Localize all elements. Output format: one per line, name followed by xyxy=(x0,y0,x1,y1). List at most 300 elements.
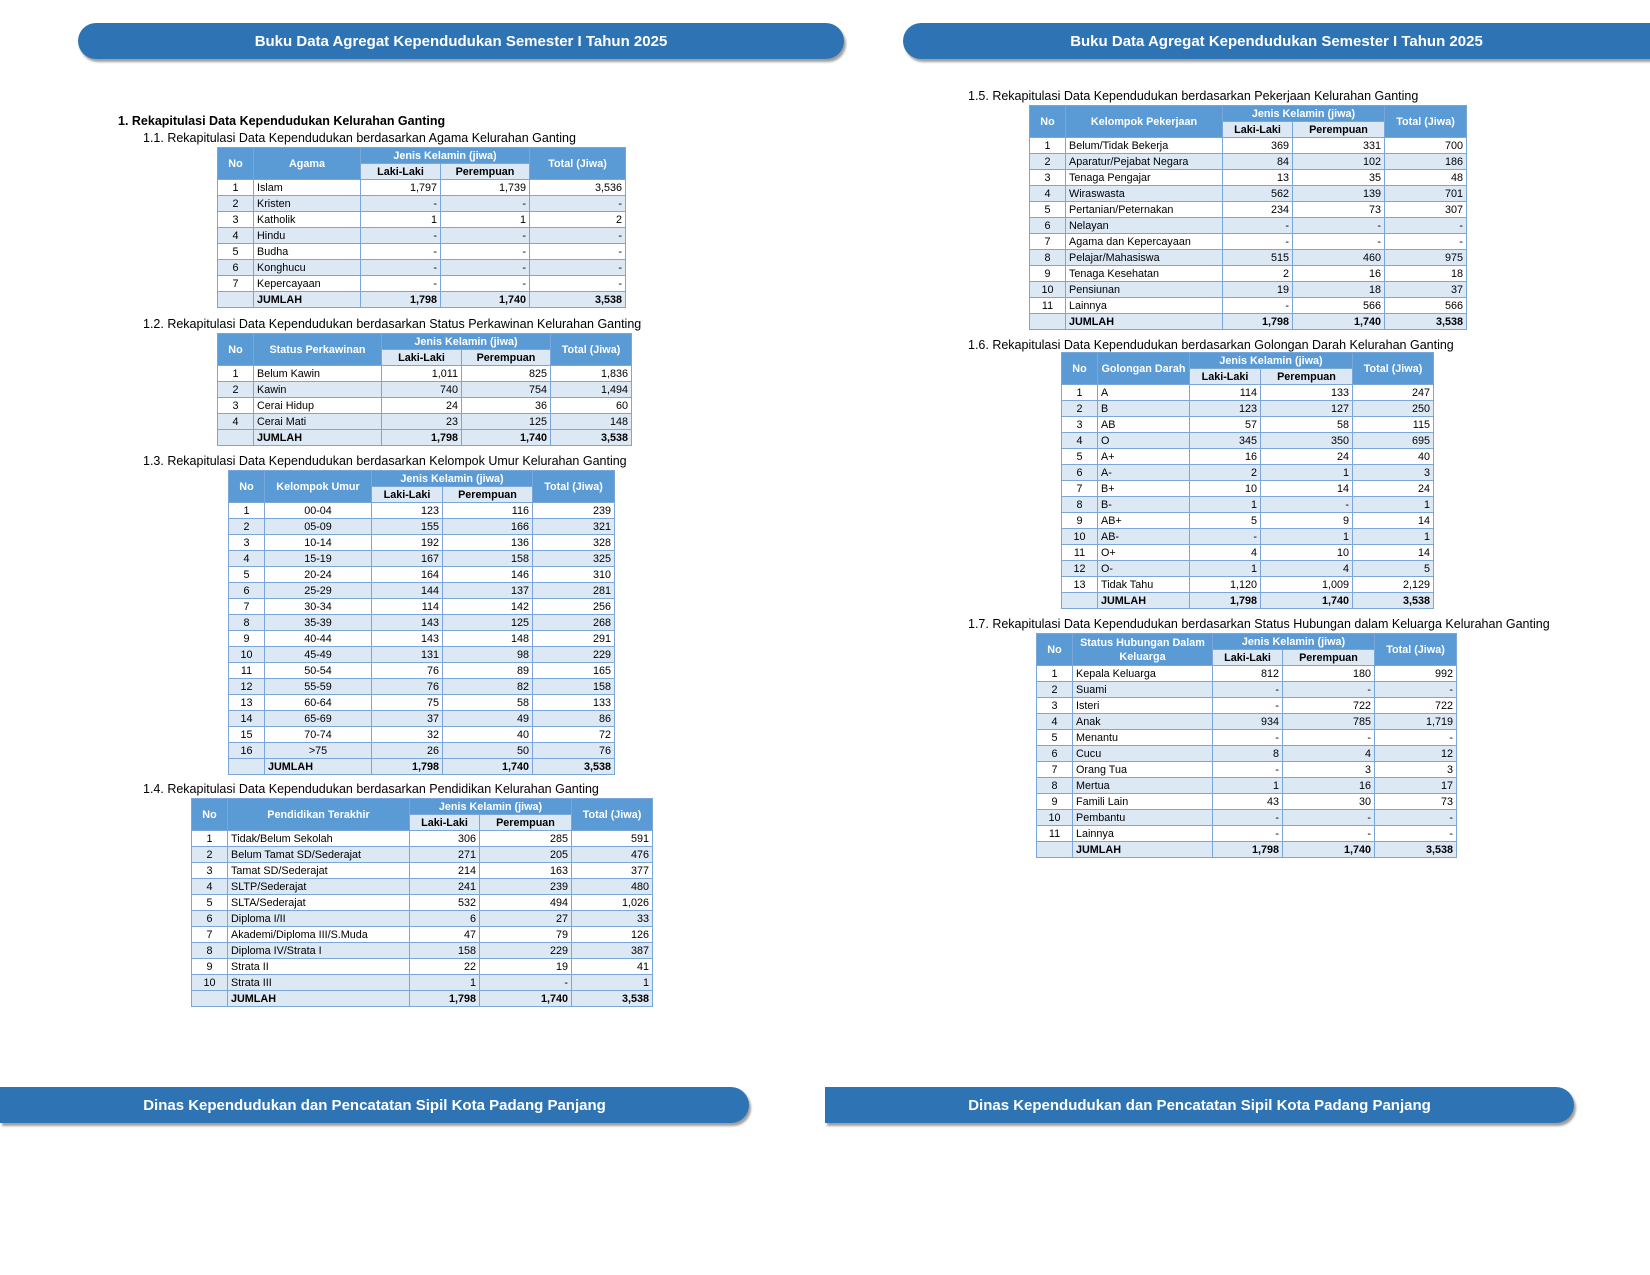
cell-category: Tenaga Pengajar xyxy=(1066,170,1223,186)
cell-total: 1 xyxy=(572,975,653,991)
cell-perempuan: 139 xyxy=(1293,186,1385,202)
cell-category: Akademi/Diploma III/S.Muda xyxy=(228,927,410,943)
cell-total-perempuan: 1,740 xyxy=(1283,842,1375,858)
cell-laki-laki: 13 xyxy=(1223,170,1293,186)
cell-category: Tenaga Kesehatan xyxy=(1066,266,1223,282)
cell-category: B xyxy=(1098,401,1190,417)
cell-total-laki-laki: 1,798 xyxy=(410,991,480,1007)
section-title-umur: 1.3. Rekapitulasi Data Kependudukan berdasarkan Kelompok Umur Kelurahan Ganting xyxy=(143,454,627,468)
cell-category: 25-29 xyxy=(265,583,372,599)
cell-laki-laki: 131 xyxy=(372,647,443,663)
cell-perempuan: - xyxy=(1283,826,1375,842)
table-row xyxy=(192,927,653,943)
cell-laki-laki: 812 xyxy=(1213,666,1283,682)
table-row xyxy=(218,244,626,260)
cell-category: Pertanian/Peternakan xyxy=(1066,202,1223,218)
cell-category: 15-19 xyxy=(265,551,372,567)
cell-perempuan: 30 xyxy=(1283,794,1375,810)
header-no: No xyxy=(218,148,254,180)
cell-category: Strata III xyxy=(228,975,410,991)
cell-perempuan: 98 xyxy=(443,647,533,663)
table-row xyxy=(1037,730,1457,746)
cell-no: 9 xyxy=(1062,513,1098,529)
cell-category: Budha xyxy=(254,244,361,260)
cell-category: O+ xyxy=(1098,545,1190,561)
cell-laki-laki: 306 xyxy=(410,831,480,847)
table-row xyxy=(1062,465,1434,481)
cell-perempuan: 79 xyxy=(480,927,572,943)
cell-laki-laki: 47 xyxy=(410,927,480,943)
cell-total: 33 xyxy=(572,911,653,927)
table-row xyxy=(218,366,632,382)
header-total: Total (Jiwa) xyxy=(1385,106,1467,138)
cell-total: 1,719 xyxy=(1375,714,1457,730)
cell-perempuan: 148 xyxy=(443,631,533,647)
cell-perempuan: 125 xyxy=(443,615,533,631)
cell-total: 3 xyxy=(1353,465,1434,481)
header-perempuan: Perempuan xyxy=(441,164,530,180)
cell-category: Kepercayaan xyxy=(254,276,361,292)
cell-total: 307 xyxy=(1385,202,1467,218)
cell-no: 5 xyxy=(192,895,228,911)
cell-no: 11 xyxy=(1062,545,1098,561)
cell-perempuan: 89 xyxy=(443,663,533,679)
table-row xyxy=(1030,154,1467,170)
cell-total: - xyxy=(530,260,626,276)
cell-jumlah-label: JUMLAH xyxy=(1098,593,1190,609)
header-jenis-kelamin: Jenis Kelamin (jiwa) xyxy=(410,799,572,815)
cell-laki-laki: 158 xyxy=(410,943,480,959)
table-row xyxy=(218,398,632,414)
header-total: Total (Jiwa) xyxy=(551,334,632,366)
cell-no: 3 xyxy=(192,863,228,879)
cell-laki-laki: 192 xyxy=(372,535,443,551)
cell-no xyxy=(192,991,228,1007)
cell-perempuan: 82 xyxy=(443,679,533,695)
cell-category: O- xyxy=(1098,561,1190,577)
cell-laki-laki: 934 xyxy=(1213,714,1283,730)
cell-no: 4 xyxy=(1037,714,1073,730)
cell-category: 70-74 xyxy=(265,727,372,743)
cell-no: 2 xyxy=(1062,401,1098,417)
table-row xyxy=(229,583,615,599)
cell-laki-laki: - xyxy=(361,228,441,244)
cell-category: Menantu xyxy=(1073,730,1213,746)
cell-laki-laki: - xyxy=(1223,218,1293,234)
cell-perempuan: 133 xyxy=(1261,385,1353,401)
cell-perempuan: 166 xyxy=(443,519,533,535)
header-perempuan: Perempuan xyxy=(462,350,551,366)
cell-category: A+ xyxy=(1098,449,1190,465)
cell-perempuan: 40 xyxy=(443,727,533,743)
cell-category: Aparatur/Pejabat Negara xyxy=(1066,154,1223,170)
cell-total: 24 xyxy=(1353,481,1434,497)
cell-total: - xyxy=(530,196,626,212)
header-laki-laki: Laki-Laki xyxy=(382,350,462,366)
cell-total: - xyxy=(530,228,626,244)
table-row xyxy=(1030,298,1467,314)
cell-category: Suami xyxy=(1073,682,1213,698)
cell-total: 17 xyxy=(1375,778,1457,794)
table-row xyxy=(1062,513,1434,529)
cell-category: 60-64 xyxy=(265,695,372,711)
cell-total: 72 xyxy=(533,727,615,743)
cell-total: 12 xyxy=(1375,746,1457,762)
cell-no: 9 xyxy=(1037,794,1073,810)
section-title-perkawinan: 1.2. Rekapitulasi Data Kependudukan berdasarkan Status Perkawinan Kelurahan Ganting xyxy=(143,317,642,331)
cell-category: 20-24 xyxy=(265,567,372,583)
cell-total: 239 xyxy=(533,503,615,519)
cell-no xyxy=(218,430,254,446)
cell-perempuan: 754 xyxy=(462,382,551,398)
cell-total: 158 xyxy=(533,679,615,695)
cell-laki-laki: 10 xyxy=(1190,481,1261,497)
cell-total: 2 xyxy=(530,212,626,228)
header-total: Total (Jiwa) xyxy=(1375,634,1457,666)
table-row xyxy=(1030,266,1467,282)
header-perempuan: Perempuan xyxy=(1283,650,1375,666)
cell-perempuan: 722 xyxy=(1283,698,1375,714)
cell-total: 14 xyxy=(1353,545,1434,561)
table-row xyxy=(1062,417,1434,433)
header-jenis-kelamin: Jenis Kelamin (jiwa) xyxy=(1190,353,1353,369)
cell-total: 591 xyxy=(572,831,653,847)
cell-total-total: 3,538 xyxy=(533,759,615,775)
cell-no: 6 xyxy=(192,911,228,927)
cell-total: 186 xyxy=(1385,154,1467,170)
cell-total: 310 xyxy=(533,567,615,583)
cell-no: 1 xyxy=(218,180,254,196)
cell-laki-laki: - xyxy=(1213,762,1283,778)
cell-no: 12 xyxy=(1062,561,1098,577)
cell-total: 701 xyxy=(1385,186,1467,202)
cell-laki-laki: 2 xyxy=(1223,266,1293,282)
header-no: No xyxy=(1037,634,1073,666)
table-row xyxy=(1037,682,1457,698)
cell-total: 377 xyxy=(572,863,653,879)
cell-total: 1,026 xyxy=(572,895,653,911)
cell-total-total: 3,538 xyxy=(1375,842,1457,858)
table-row xyxy=(1030,202,1467,218)
cell-total-laki-laki: 1,798 xyxy=(1223,314,1293,330)
cell-category: 50-54 xyxy=(265,663,372,679)
table-row xyxy=(229,599,615,615)
cell-laki-laki: 32 xyxy=(372,727,443,743)
cell-no: 4 xyxy=(229,551,265,567)
cell-category: Nelayan xyxy=(1066,218,1223,234)
cell-laki-laki: 271 xyxy=(410,847,480,863)
cell-category: Kepala Keluarga xyxy=(1073,666,1213,682)
cell-no: 4 xyxy=(218,228,254,244)
cell-total: 256 xyxy=(533,599,615,615)
main-title: 1. Rekapitulasi Data Kependudukan Kelurahan Ganting xyxy=(118,114,446,128)
cell-perempuan: 331 xyxy=(1293,138,1385,154)
table-row xyxy=(1030,170,1467,186)
cell-total: 126 xyxy=(572,927,653,943)
cell-perempuan: 125 xyxy=(462,414,551,430)
cell-laki-laki: 369 xyxy=(1223,138,1293,154)
cell-laki-laki: 24 xyxy=(382,398,462,414)
table-row xyxy=(1062,433,1434,449)
cell-perempuan: - xyxy=(1293,234,1385,250)
cell-category: Islam xyxy=(254,180,361,196)
cell-total: 1 xyxy=(1353,529,1434,545)
cell-perempuan: 9 xyxy=(1261,513,1353,529)
cell-category: Kawin xyxy=(254,382,382,398)
table-row xyxy=(229,743,615,759)
cell-total: - xyxy=(1375,730,1457,746)
cell-perempuan: 1 xyxy=(441,212,530,228)
cell-total-perempuan: 1,740 xyxy=(1261,593,1353,609)
cell-category: Famili Lain xyxy=(1073,794,1213,810)
cell-total-total: 3,538 xyxy=(1385,314,1467,330)
cell-no: 8 xyxy=(229,615,265,631)
cell-no: 2 xyxy=(218,382,254,398)
cell-category: 10-14 xyxy=(265,535,372,551)
table-row xyxy=(1030,138,1467,154)
table-total-row xyxy=(218,430,632,446)
cell-category: Konghucu xyxy=(254,260,361,276)
cell-category: Tidak/Belum Sekolah xyxy=(228,831,410,847)
cell-perempuan: 158 xyxy=(443,551,533,567)
header-category: Agama xyxy=(254,148,361,180)
header-no: No xyxy=(1030,106,1066,138)
cell-perempuan: 14 xyxy=(1261,481,1353,497)
cell-laki-laki: 76 xyxy=(372,663,443,679)
header-no: No xyxy=(192,799,228,831)
table-row xyxy=(192,911,653,927)
cell-laki-laki: 234 xyxy=(1223,202,1293,218)
cell-laki-laki: 23 xyxy=(382,414,462,430)
cell-laki-laki: 1,797 xyxy=(361,180,441,196)
cell-category: B- xyxy=(1098,497,1190,513)
cell-perempuan: 10 xyxy=(1261,545,1353,561)
cell-laki-laki: 1,120 xyxy=(1190,577,1261,593)
cell-total-perempuan: 1,740 xyxy=(443,759,533,775)
table-row xyxy=(192,863,653,879)
cell-perempuan: - xyxy=(1283,730,1375,746)
cell-no: 10 xyxy=(1037,810,1073,826)
table-row xyxy=(218,260,626,276)
cell-no: 3 xyxy=(218,398,254,414)
cell-laki-laki: 532 xyxy=(410,895,480,911)
cell-category: Pensiunan xyxy=(1066,282,1223,298)
cell-total: 1,494 xyxy=(551,382,632,398)
cell-no: 3 xyxy=(1037,698,1073,714)
cell-laki-laki: - xyxy=(361,244,441,260)
cell-perempuan: 146 xyxy=(443,567,533,583)
cell-perempuan: 19 xyxy=(480,959,572,975)
cell-laki-laki: 37 xyxy=(372,711,443,727)
header-category: Status Hubungan Dalam Keluarga xyxy=(1073,634,1213,666)
cell-perempuan: 35 xyxy=(1293,170,1385,186)
table-row xyxy=(1037,810,1457,826)
section-title-pekerjaan: 1.5. Rekapitulasi Data Kependudukan berdasarkan Pekerjaan Kelurahan Ganting xyxy=(968,89,1419,103)
header-category: Status Perkawinan xyxy=(254,334,382,366)
cell-no xyxy=(1030,314,1066,330)
header-laki-laki: Laki-Laki xyxy=(361,164,441,180)
cell-laki-laki: 155 xyxy=(372,519,443,535)
cell-category: Lainnya xyxy=(1066,298,1223,314)
cell-perempuan: - xyxy=(441,260,530,276)
cell-category: Pembantu xyxy=(1073,810,1213,826)
cell-no: 7 xyxy=(192,927,228,943)
table-total-row xyxy=(1037,842,1457,858)
cell-total: 18 xyxy=(1385,266,1467,282)
cell-jumlah-label: JUMLAH xyxy=(1073,842,1213,858)
cell-category: B+ xyxy=(1098,481,1190,497)
table-agama xyxy=(217,147,626,308)
cell-perempuan: 825 xyxy=(462,366,551,382)
cell-perempuan: 350 xyxy=(1261,433,1353,449)
cell-laki-laki: 19 xyxy=(1223,282,1293,298)
cell-total: - xyxy=(530,244,626,260)
cell-category: Hindu xyxy=(254,228,361,244)
cell-total: 76 xyxy=(533,743,615,759)
header-perempuan: Perempuan xyxy=(443,487,533,503)
cell-no: 10 xyxy=(1062,529,1098,545)
cell-perempuan: 116 xyxy=(443,503,533,519)
cell-total: 975 xyxy=(1385,250,1467,266)
table-darah xyxy=(1061,352,1434,609)
table-row xyxy=(1062,529,1434,545)
table-row xyxy=(1037,794,1457,810)
cell-perempuan: 27 xyxy=(480,911,572,927)
cell-laki-laki: 43 xyxy=(1213,794,1283,810)
cell-total: 37 xyxy=(1385,282,1467,298)
table-row xyxy=(1062,481,1434,497)
cell-category: 65-69 xyxy=(265,711,372,727)
cell-total: 992 xyxy=(1375,666,1457,682)
cell-total: 700 xyxy=(1385,138,1467,154)
cell-category: Diploma IV/Strata I xyxy=(228,943,410,959)
footer-banner-left: Dinas Kependudukan dan Pencatatan Sipil Kota Padang Panjang xyxy=(0,1087,749,1123)
cell-total: - xyxy=(1375,810,1457,826)
cell-no: 5 xyxy=(218,244,254,260)
cell-perempuan: - xyxy=(1283,682,1375,698)
cell-total: 60 xyxy=(551,398,632,414)
cell-no: 7 xyxy=(218,276,254,292)
table-row xyxy=(192,831,653,847)
cell-laki-laki: 22 xyxy=(410,959,480,975)
table-row xyxy=(1062,545,1434,561)
header-no: No xyxy=(229,471,265,503)
cell-laki-laki: 562 xyxy=(1223,186,1293,202)
cell-laki-laki: 1 xyxy=(410,975,480,991)
cell-laki-laki: 5 xyxy=(1190,513,1261,529)
cell-category: 00-04 xyxy=(265,503,372,519)
table-row xyxy=(1037,778,1457,794)
cell-perempuan: 16 xyxy=(1283,778,1375,794)
table-row xyxy=(229,631,615,647)
header-perempuan: Perempuan xyxy=(1261,369,1353,385)
cell-no: 1 xyxy=(229,503,265,519)
cell-category: Kristen xyxy=(254,196,361,212)
cell-perempuan: - xyxy=(1261,497,1353,513)
cell-laki-laki: - xyxy=(1223,298,1293,314)
cell-total: 148 xyxy=(551,414,632,430)
cell-jumlah-label: JUMLAH xyxy=(228,991,410,1007)
cell-laki-laki: 4 xyxy=(1190,545,1261,561)
cell-total: 133 xyxy=(533,695,615,711)
cell-jumlah-label: JUMLAH xyxy=(1066,314,1223,330)
cell-laki-laki: 214 xyxy=(410,863,480,879)
cell-category: 55-59 xyxy=(265,679,372,695)
table-row xyxy=(1037,762,1457,778)
table-total-row xyxy=(218,292,626,308)
table-pekerjaan xyxy=(1029,105,1467,330)
cell-no: 16 xyxy=(229,743,265,759)
cell-total: 268 xyxy=(533,615,615,631)
cell-total-perempuan: 1,740 xyxy=(1293,314,1385,330)
table-row xyxy=(1030,234,1467,250)
table-row xyxy=(218,276,626,292)
cell-category: Strata II xyxy=(228,959,410,975)
cell-laki-laki: 2 xyxy=(1190,465,1261,481)
cell-perempuan: 239 xyxy=(480,879,572,895)
section-title-hubungan: 1.7. Rekapitulasi Data Kependudukan berdasarkan Status Hubungan dalam Keluarga Kelurahan Ganting xyxy=(968,617,1550,631)
cell-category: Mertua xyxy=(1073,778,1213,794)
cell-no: 1 xyxy=(192,831,228,847)
section-title-pendidikan: 1.4. Rekapitulasi Data Kependudukan berdasarkan Pendidikan Kelurahan Ganting xyxy=(143,782,599,796)
cell-no: 2 xyxy=(218,196,254,212)
header-laki-laki: Laki-Laki xyxy=(1213,650,1283,666)
cell-no: 1 xyxy=(1030,138,1066,154)
table-row xyxy=(192,975,653,991)
cell-no: 7 xyxy=(1037,762,1073,778)
cell-laki-laki: - xyxy=(361,196,441,212)
table-row xyxy=(229,647,615,663)
header-category: Kelompok Pekerjaan xyxy=(1066,106,1223,138)
table-row xyxy=(1037,714,1457,730)
cell-no: 10 xyxy=(192,975,228,991)
table-row xyxy=(218,196,626,212)
cell-laki-laki: 76 xyxy=(372,679,443,695)
table-row xyxy=(1037,666,1457,682)
cell-perempuan: 73 xyxy=(1293,202,1385,218)
table-row xyxy=(218,212,626,228)
cell-total-laki-laki: 1,798 xyxy=(1213,842,1283,858)
table-row xyxy=(229,615,615,631)
cell-total-total: 3,538 xyxy=(1353,593,1434,609)
cell-perempuan: 1,739 xyxy=(441,180,530,196)
cell-laki-laki: 16 xyxy=(1190,449,1261,465)
table-row xyxy=(192,943,653,959)
cell-total: 14 xyxy=(1353,513,1434,529)
cell-no: 9 xyxy=(1030,266,1066,282)
footer-banner-right: Dinas Kependudukan dan Pencatatan Sipil Kota Padang Panjang xyxy=(825,1087,1574,1123)
cell-laki-laki: 123 xyxy=(372,503,443,519)
cell-total-laki-laki: 1,798 xyxy=(382,430,462,446)
cell-no: 10 xyxy=(1030,282,1066,298)
cell-category: Belum/Tidak Bekerja xyxy=(1066,138,1223,154)
table-total-row xyxy=(1030,314,1467,330)
table-row xyxy=(1037,698,1457,714)
header-total: Total (Jiwa) xyxy=(1353,353,1434,385)
table-row xyxy=(229,663,615,679)
cell-no: 7 xyxy=(1062,481,1098,497)
cell-total: 695 xyxy=(1353,433,1434,449)
header-perempuan: Perempuan xyxy=(480,815,572,831)
cell-total: 247 xyxy=(1353,385,1434,401)
cell-category: SLTA/Sederajat xyxy=(228,895,410,911)
cell-total-total: 3,538 xyxy=(572,991,653,1007)
cell-perempuan: - xyxy=(441,196,530,212)
header-category: Golongan Darah xyxy=(1098,353,1190,385)
cell-laki-laki: 8 xyxy=(1213,746,1283,762)
cell-no: 2 xyxy=(1037,682,1073,698)
cell-total: 2,129 xyxy=(1353,577,1434,593)
